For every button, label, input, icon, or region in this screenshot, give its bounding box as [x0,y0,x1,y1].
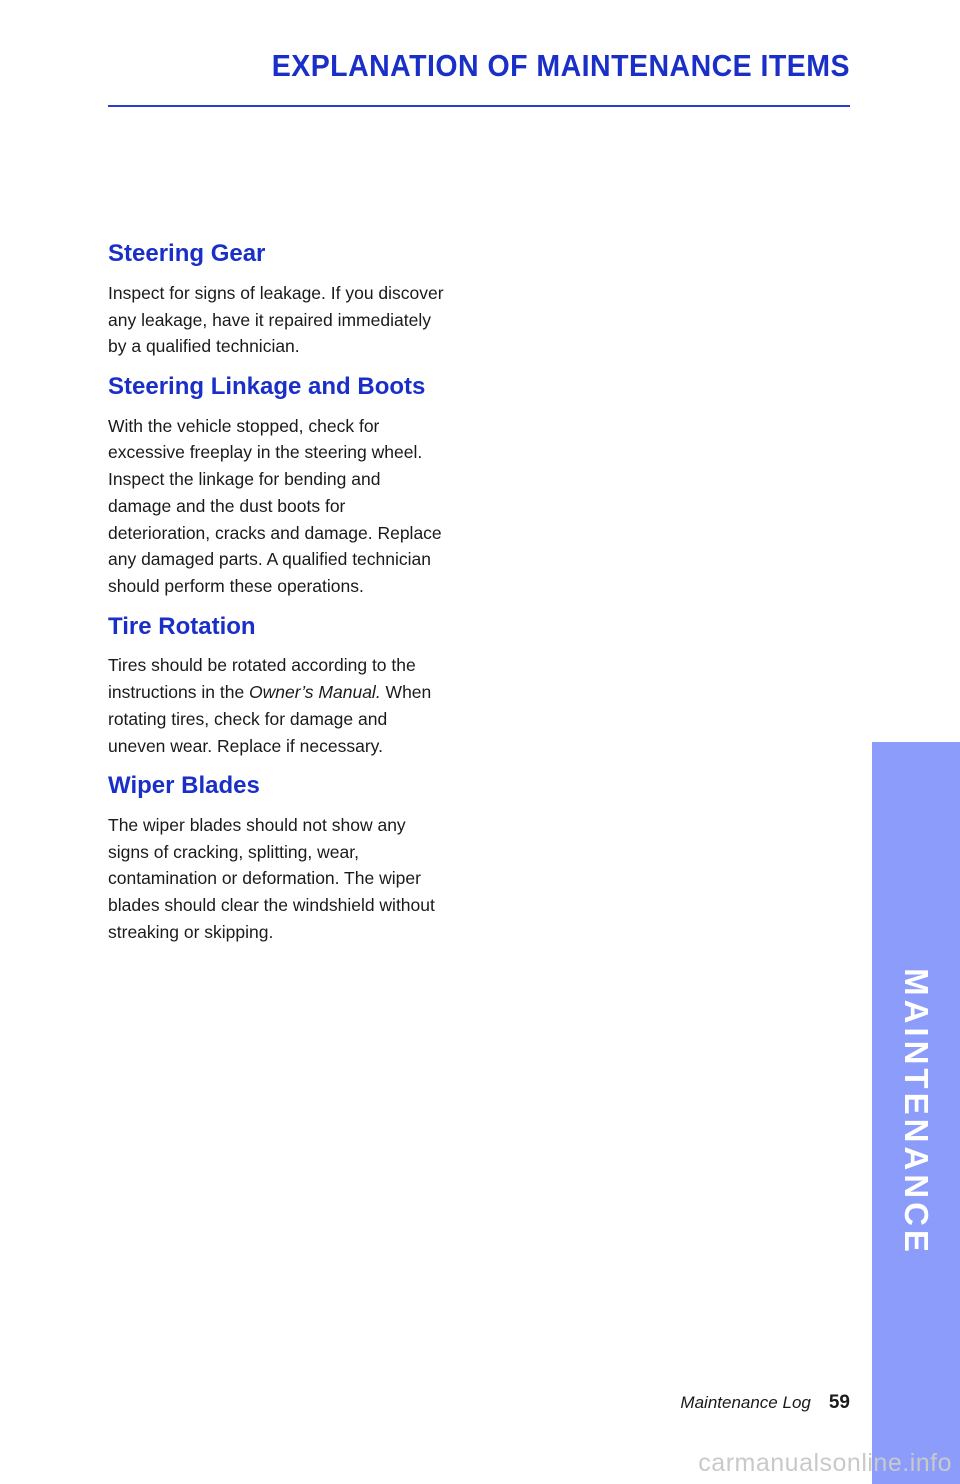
section-steering-gear [108,240,448,360]
section-heading: Steering Gear [108,240,266,267]
section-wiper-blades [108,772,448,945]
section-heading: Wiper Blades [108,772,260,800]
header-divider [108,105,850,107]
section-heading: Steering Linkage and Boots [108,372,426,400]
main-content [108,240,448,959]
page-number: 59 [828,1392,850,1413]
body-text: Tires should be rotated according to the instructions in the [108,655,416,703]
section-body: Inspect for signs of leakage. If you discover any leakage, have it repaired immediately by a qualified technician. [108,282,444,357]
section-body [108,652,448,759]
page-footer [680,1392,850,1414]
section-tire-rotation [108,613,448,760]
owners-manual-reference: Owner’s Manual. [249,682,381,703]
section-body: The wiper blades should not show any signs of cracking, splitting, wear, contamination or deformation. The wiper blades should clear the windshield without streaking or skipping. [108,815,435,942]
section-heading: Tire Rotation [108,612,256,640]
page-header [108,48,850,84]
side-tab-label: MAINTENANCE [898,968,935,1256]
section-steering-linkage-and-boots [108,373,448,600]
footer-section-title: Maintenance Log [680,1393,811,1412]
page-title: EXPLANATION OF MAINTENANCE ITEMS [271,48,850,83]
section-body: With the vehicle stopped, check for excessive freeplay in the steering wheel. Inspect the linkage for bending and damage and the dust boots for deterioration, cracks and damage. Replace any damaged parts. A qualified technician should perform these operations. [108,415,442,596]
maintenance-side-tab [872,742,960,1484]
watermark: carmanualsonline.info [698,1449,952,1477]
body-text: When rotating tires, check for damage and uneven wear. Replace if necessary. [108,682,432,756]
